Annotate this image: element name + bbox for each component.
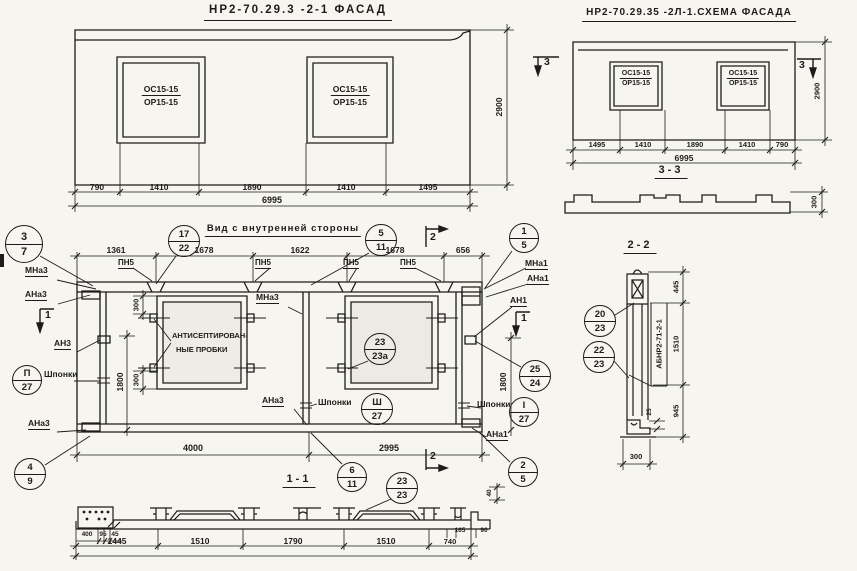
dim: 1510: [376, 536, 396, 546]
anchor-label-ana3: АНа3: [25, 289, 47, 299]
callout-22-23: 22 23: [583, 341, 615, 373]
dim-1510: 1510: [671, 335, 681, 353]
facade-left-title: НР2-70.29.3 -2-1 ФАСАД: [204, 5, 392, 21]
callout-17-22: 17 22: [168, 225, 200, 257]
panel-mark: АБНР2-71-2-1: [654, 319, 664, 369]
dim-4000: 4000: [182, 443, 204, 453]
cut-marker-3-right: 3: [799, 59, 805, 71]
callout-25-24: 25 24: [519, 360, 551, 392]
callout-20-23: 20 23: [584, 305, 616, 337]
dim: 1410: [336, 182, 356, 192]
dim: 1510: [190, 536, 210, 546]
dim: 1678: [194, 245, 214, 255]
callout-23-23: 23 23: [386, 472, 418, 504]
callout-3-7: 3 7: [5, 225, 43, 263]
dim: 740: [443, 537, 457, 546]
callout-2-5: 2 5: [508, 457, 538, 487]
callout-23-23a: 23 23а: [364, 333, 396, 365]
anchor-label-ana3: АНа3: [262, 395, 284, 405]
anchor-label-an1: АН1: [510, 295, 528, 305]
dim-total: 6995: [674, 153, 694, 163]
cut-marker-1: 1: [521, 312, 527, 324]
dim: 1890: [242, 182, 262, 192]
dim-445: 445: [671, 280, 681, 294]
anchor-label-ana1: АНа1: [486, 429, 508, 439]
section-2-2-title: 2-2: [624, 240, 657, 254]
callout-1-5: 1 5: [509, 223, 539, 253]
dim: 1678: [385, 245, 405, 255]
shponki-label: Шпонки: [477, 399, 511, 409]
dim-40: 40: [485, 489, 493, 497]
dim: 45: [111, 531, 119, 538]
section-1-1-profile: [76, 507, 490, 529]
anchor-label-mna3: МНа3: [25, 265, 48, 275]
dim: 790: [89, 182, 105, 192]
dim-1800: 1800: [497, 372, 508, 392]
dim-height: 2900: [812, 82, 822, 100]
dim: 1495: [418, 182, 438, 192]
window-opening-1: [163, 302, 241, 383]
dim: 1410: [149, 182, 169, 192]
plugs-note-line2: НЫЕ ПРОБКИ: [176, 345, 228, 354]
dim: 1410: [634, 140, 652, 149]
window-mark: ОС15-15 ОР15-15: [332, 84, 368, 107]
dim: 400: [81, 531, 93, 538]
window-mark: ОС15-15 ОР15-15: [728, 70, 758, 87]
dim-300: 300: [131, 298, 141, 312]
facade-right-title: НР2-70.29.35 -2Л-1.СХЕМА ФАСАДА: [582, 8, 796, 22]
dim-300: 300: [629, 452, 643, 461]
callout-5-11: 5 11: [365, 224, 397, 256]
dim: 1445: [107, 536, 127, 546]
joint-label-pn5: ПН5: [343, 258, 359, 267]
scan-artifact: [0, 254, 4, 267]
dimension-ticks: [72, 27, 828, 559]
rebar-dots: [83, 511, 110, 521]
callout-6-11: 6 11: [337, 462, 367, 492]
anchor-label-ana3: АНа3: [28, 418, 50, 428]
callout-p-27: П 27: [12, 365, 42, 395]
cut-marker-2: 2: [430, 450, 436, 462]
shponki-label: Шпонки: [318, 397, 352, 407]
anchor-label-mna1: МНа1: [525, 258, 548, 268]
section-markers: [37, 57, 821, 471]
dim: 790: [775, 140, 789, 149]
dim-2995: 2995: [378, 443, 400, 453]
dim-height: 2900: [493, 97, 504, 117]
dim-3-3-height: 300: [809, 195, 819, 209]
dim: 1790: [283, 536, 303, 546]
cut-marker-3-left: 3: [544, 56, 550, 68]
anchor-label-an3: АН3: [54, 338, 72, 348]
shponki-label: Шпонки: [44, 369, 78, 379]
callout-4-9: 4 9: [14, 458, 46, 490]
cut-marker-1: 1: [45, 309, 51, 321]
joint-label-pn5: ПН5: [255, 258, 271, 267]
section-3-3-title: 3-3: [655, 165, 688, 179]
joint-label-pn5: ПН5: [118, 258, 134, 267]
dim-945: 945: [671, 404, 681, 418]
dim: 95: [99, 531, 107, 538]
dim: 656: [455, 245, 471, 255]
dim: 1890: [686, 140, 704, 149]
dim-300: 300: [131, 373, 141, 387]
dim-total: 6995: [261, 195, 283, 205]
dim: 1622: [290, 245, 310, 255]
window-mark: ОС15-15 ОР15-15: [143, 84, 179, 107]
dim: 1495: [588, 140, 606, 149]
window-mark: ОС15-15 ОР15-15: [621, 70, 651, 87]
dim-25: 25: [645, 408, 653, 416]
joint-label-pn5: ПН5: [400, 258, 416, 267]
section-1-1-title: 1-1: [283, 474, 316, 488]
dim-1800: 1800: [114, 372, 125, 392]
plugs-note-line1: АНТИСЕПТИРОВАН-: [172, 331, 248, 340]
anchor-label-ana1: АНа1: [527, 273, 549, 283]
anchor-label-mna3: МНа3: [256, 292, 279, 302]
dim: 165: [454, 527, 466, 534]
plan-title: Вид с внутренней стороны: [205, 224, 361, 237]
dim: 1361: [106, 245, 126, 255]
callout-sh-27: Ш 27: [361, 393, 393, 425]
dim: 1410: [738, 140, 756, 149]
callout-i-27: I 27: [509, 397, 539, 427]
cut-marker-2: 2: [430, 231, 436, 243]
dim: 90: [480, 527, 488, 534]
